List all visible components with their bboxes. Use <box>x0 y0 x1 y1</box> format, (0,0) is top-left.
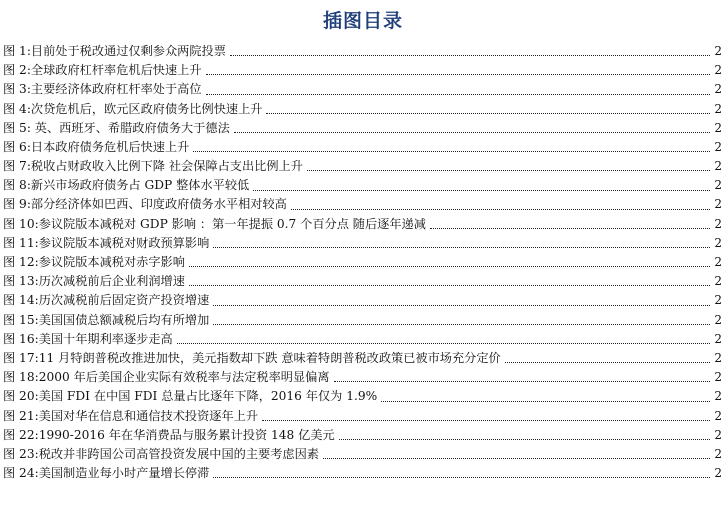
figure-caption: 税改并非跨国公司高管投资发展中国的主要考虑因素 <box>38 446 319 461</box>
dot-leader <box>266 113 710 114</box>
dot-leader <box>381 401 710 402</box>
toc-entry[interactable] <box>0 330 726 349</box>
page-number: 2 <box>714 216 722 231</box>
toc-entry[interactable] <box>0 42 726 61</box>
dot-leader <box>189 266 710 267</box>
dot-leader <box>213 324 710 325</box>
dot-leader <box>189 285 710 286</box>
dot-leader <box>234 132 711 133</box>
dot-leader <box>253 190 710 191</box>
figure-number: 图 15: <box>3 312 39 327</box>
figure-number: 图 23: <box>3 446 39 461</box>
dot-leader <box>177 343 711 344</box>
page-number: 2 <box>714 350 722 365</box>
toc-entry[interactable] <box>0 61 726 80</box>
dot-leader <box>291 209 711 210</box>
toc-entry[interactable] <box>0 80 726 99</box>
dot-leader <box>206 94 711 95</box>
toc-entry[interactable] <box>0 253 726 272</box>
dot-leader <box>193 151 710 152</box>
figure-number: 图 5: <box>3 120 31 135</box>
page-number: 2 <box>714 331 722 346</box>
figure-number: 图 7: <box>3 159 31 174</box>
page-number: 2 <box>714 63 722 78</box>
figure-caption: 主要经济体政府杠杆率处于高位 <box>30 82 202 97</box>
page-number: 2 <box>714 197 722 212</box>
figure-number: 图 10: <box>3 216 39 231</box>
figure-caption: 美国国债总额减税后均有所增加 <box>38 312 210 327</box>
toc-entry[interactable] <box>0 311 726 330</box>
page-number: 2 <box>714 101 722 116</box>
figure-number: 图 14: <box>3 293 39 308</box>
figure-number: 图 11: <box>3 235 39 250</box>
dot-leader <box>213 247 710 248</box>
figure-caption: 税收占财政收入比例下降 社会保障占支出比例上升 <box>30 159 303 174</box>
figure-number: 图 6: <box>3 139 31 154</box>
toc-entry[interactable] <box>0 215 726 234</box>
figure-number: 图 22: <box>3 427 39 442</box>
figure-caption: 美国制造业每小时产量增长停滞 <box>38 466 210 481</box>
figure-caption: 次贷危机后，欧元区政府债务比例快速上升 <box>30 101 263 116</box>
page-number: 2 <box>714 82 722 97</box>
dot-leader <box>339 439 711 440</box>
figure-number: 图 3: <box>3 82 31 97</box>
figure-caption: 历次减税前后企业利润增速 <box>38 274 185 289</box>
figure-caption: 参议院版本减税对财政预算影响 <box>38 235 210 250</box>
figure-number: 图 16: <box>3 331 39 346</box>
toc-entry[interactable] <box>0 349 726 368</box>
figure-caption: 参议院版本减税对 GDP 影响 ：第一年提振 0.7 个百分点 随后逐年递减 <box>38 216 426 231</box>
toc-entry[interactable] <box>0 176 726 195</box>
figure-caption: 1990-2016 年在华消费品与服务累计投资 148 亿美元 <box>38 427 335 442</box>
toc-entry[interactable] <box>0 445 726 464</box>
figure-number: 图 12: <box>3 255 39 270</box>
dot-leader <box>430 228 710 229</box>
figure-caption: 2000 年后美国企业实际有效税率与法定税率明显偏离 <box>38 370 330 385</box>
dot-leader <box>307 170 710 171</box>
toc-entry[interactable] <box>0 234 726 253</box>
toc-entry[interactable] <box>0 196 726 215</box>
dot-leader <box>323 458 710 459</box>
page-number: 2 <box>714 120 722 135</box>
page-number: 2 <box>714 274 722 289</box>
figure-caption: 新兴市场政府债务占 GDP 整体水平较低 <box>30 178 250 193</box>
page-number: 2 <box>714 427 722 442</box>
page-number: 2 <box>714 408 722 423</box>
toc-title: 插图目录 <box>322 10 403 32</box>
dot-leader <box>206 74 711 75</box>
toc-entry[interactable] <box>0 387 726 406</box>
page-number: 2 <box>714 159 722 174</box>
figure-caption: 历次减税前后固定资产投资增速 <box>38 293 210 308</box>
toc-entry[interactable] <box>0 119 726 138</box>
page-number: 2 <box>714 178 722 193</box>
dot-leader <box>213 305 710 306</box>
toc-entry[interactable] <box>0 407 726 426</box>
page-number: 2 <box>714 312 722 327</box>
figure-caption: 英、西班牙、希腊政府债务大于德法 <box>30 120 230 135</box>
figure-number: 图 21: <box>3 408 39 423</box>
figure-number: 图 4: <box>3 101 31 116</box>
figure-caption: 部分经济体如巴西、印度政府债务水平相对较高 <box>30 197 287 212</box>
figure-list <box>0 42 726 483</box>
figure-number: 图 13: <box>3 274 39 289</box>
figure-number: 图 20: <box>3 389 39 404</box>
page-number: 2 <box>714 389 722 404</box>
toc-entry[interactable] <box>0 426 726 445</box>
figure-caption: 参议院版本减税对赤字影响 <box>38 255 185 270</box>
page-number: 2 <box>714 139 722 154</box>
page-number: 2 <box>714 466 722 481</box>
dot-leader <box>262 420 710 421</box>
toc-entry[interactable] <box>0 138 726 157</box>
toc-entry[interactable] <box>0 291 726 310</box>
toc-entry[interactable] <box>0 272 726 291</box>
page-number: 2 <box>714 255 722 270</box>
figure-caption: 目前处于税改通过仅剩参众两院投票 <box>30 43 226 58</box>
dot-leader <box>334 381 711 382</box>
page-number: 2 <box>714 235 722 250</box>
dot-leader <box>505 362 711 363</box>
figure-number: 图 18: <box>3 370 39 385</box>
page-number: 2 <box>714 370 722 385</box>
figure-caption: 日本政府债务危机后快速上升 <box>30 139 190 154</box>
dot-leader <box>213 477 710 478</box>
toc-entry[interactable] <box>0 368 726 387</box>
figure-number: 图 2: <box>3 63 31 78</box>
figure-number: 图 9: <box>3 197 31 212</box>
figure-caption: 美国对华在信息和通信技术投资逐年上升 <box>38 408 259 423</box>
figure-number: 图 24: <box>3 466 39 481</box>
figure-caption: 11 月特朗普税改推进加快，美元指数却下跌 意味着特朗普税改政策已被市场充分定价 <box>38 350 501 365</box>
figure-caption: 全球政府杠杆率危机后快速上升 <box>30 63 202 78</box>
toc-entry[interactable] <box>0 157 726 176</box>
figure-caption: 美国 FDI 在中国 FDI 总量占比逐年下降，2016 年仅为 1.9% <box>38 389 378 404</box>
figure-number: 图 8: <box>3 178 31 193</box>
page-number: 2 <box>714 293 722 308</box>
page-number: 2 <box>714 43 722 58</box>
figure-number: 图 17: <box>3 350 39 365</box>
toc-entry[interactable] <box>0 100 726 119</box>
page-number: 2 <box>714 446 722 461</box>
dot-leader <box>230 55 710 56</box>
figure-caption: 美国十年期利率逐步走高 <box>38 331 173 346</box>
toc-entry[interactable] <box>0 464 726 483</box>
figure-number: 图 1: <box>3 43 31 58</box>
